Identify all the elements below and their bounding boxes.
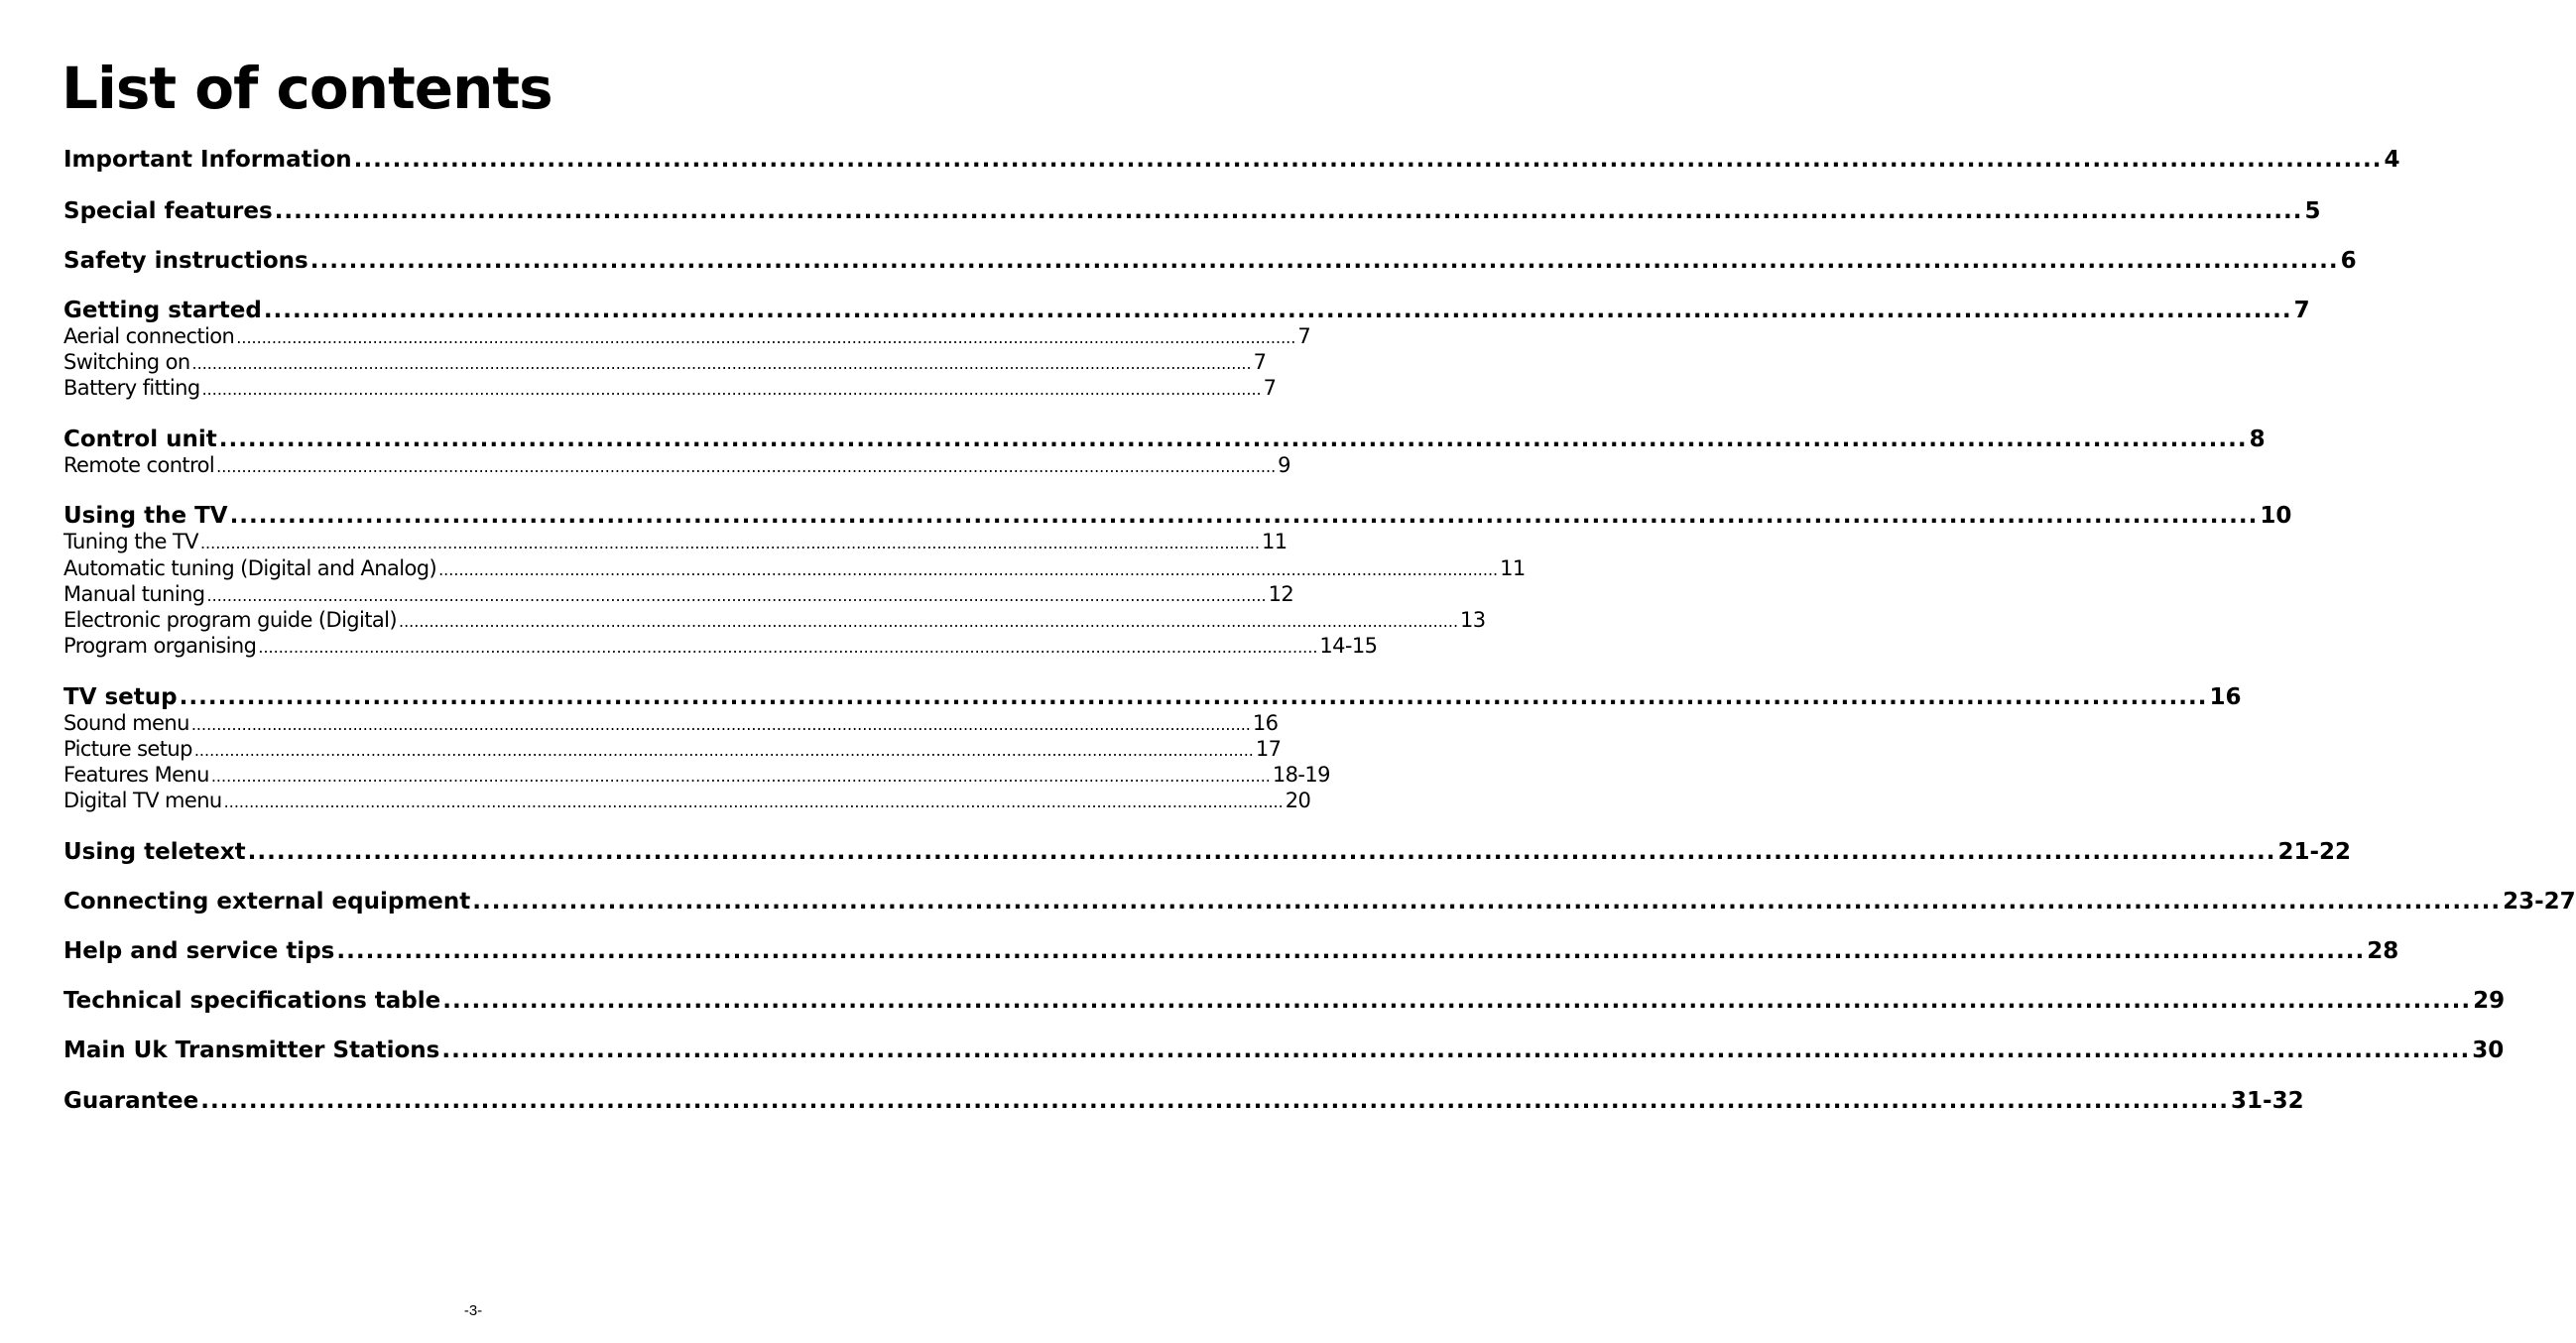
- toc-entry-label: TV setup: [63, 684, 178, 710]
- toc-entry-label: Using the TV: [63, 503, 228, 529]
- toc-subentry[interactable]: [63, 736, 1282, 762]
- toc-entry-page: 16: [1252, 711, 1279, 735]
- toc-entry-page: 9: [1278, 453, 1290, 477]
- toc-leader: ..................................................................................................................................................................................................................: [200, 1088, 2230, 1114]
- toc-entry-page: 21-22: [2277, 839, 2352, 865]
- toc-entry-label: Automatic tuning (Digital and Analog): [63, 556, 437, 580]
- toc-entry-label: Using teletext: [63, 839, 246, 865]
- toc-entry-page: 10: [2260, 503, 2292, 529]
- toc-entry-label: Connecting external equipment: [63, 889, 471, 915]
- toc-entry-label: Electronic program guide (Digital): [63, 608, 397, 632]
- toc-entry[interactable]: [63, 1087, 2304, 1115]
- toc-entry-page: 5: [2304, 198, 2321, 224]
- toc-entry[interactable]: [63, 146, 2400, 174]
- toc-leader: ..................................................................................................................................................................................................................: [438, 560, 1499, 579]
- toc-leader: ..................................................................................................................................................................................................................: [247, 839, 2276, 865]
- toc-leader: ..................................................................................................................................................................................................................: [229, 503, 2259, 529]
- toc-entry-page: 18-19: [1272, 763, 1330, 787]
- toc-entry[interactable]: [63, 197, 2321, 225]
- toc-entry-label: Help and service tips: [63, 938, 335, 964]
- toc-entry-label: Digital TV menu: [63, 789, 222, 812]
- toc-entry-label: Important Information: [63, 147, 352, 173]
- toc-entry-label: Special features: [63, 198, 273, 224]
- toc-subentry[interactable]: [63, 581, 1294, 607]
- toc-entry[interactable]: [63, 683, 2242, 711]
- toc-entry-page: 28: [2367, 938, 2399, 964]
- toc-entry-label: Features Menu: [63, 763, 209, 787]
- toc-subentry[interactable]: [63, 529, 1288, 554]
- toc-subentry[interactable]: [63, 710, 1279, 736]
- toc-entry[interactable]: [63, 888, 2576, 916]
- toc-entry-page: 7: [1297, 324, 1311, 348]
- toc-entry-label: Battery fitting: [63, 376, 200, 400]
- toc-entry-label: Manual tuning: [63, 582, 205, 606]
- toc-entry-page: 16: [2209, 684, 2242, 710]
- toc-leader: ..................................................................................................................................................................................................................: [442, 988, 2472, 1014]
- toc-subentry[interactable]: [63, 633, 1378, 659]
- toc-entry-label: Program organising: [63, 634, 257, 658]
- toc-leader: ..................................................................................................................................................................................................................: [201, 380, 1262, 399]
- toc-entry-page: 23-27: [2503, 889, 2576, 915]
- toc-entry-page: 29: [2473, 988, 2506, 1014]
- toc-subentry[interactable]: [63, 607, 1486, 633]
- toc-entry-label: Control unit: [63, 427, 217, 452]
- toc-entry-label: Guarantee: [63, 1088, 199, 1114]
- toc-entry-page: 7: [2293, 298, 2310, 323]
- toc-entry[interactable]: [63, 502, 2292, 530]
- toc-entry-page: 8: [2249, 427, 2266, 452]
- toc-entry-page: 6: [2340, 248, 2357, 274]
- toc-entry-label: Technical specifications table: [63, 988, 441, 1014]
- toc-leader: ..................................................................................................................................................................................................................: [336, 938, 2366, 964]
- toc-entry-label: Switching on: [63, 350, 190, 374]
- toc-leader: ..................................................................................................................................................................................................................: [193, 741, 1254, 760]
- toc-subentry[interactable]: [63, 762, 1330, 788]
- toc-leader: ..................................................................................................................................................................................................................: [353, 147, 2383, 173]
- toc-entry-label: Aerial connection: [63, 324, 235, 348]
- toc-entry-page: 4: [2384, 147, 2400, 173]
- toc-subentry[interactable]: [63, 788, 1311, 813]
- toc-entry[interactable]: [63, 247, 2357, 275]
- toc-entry-page: 13: [1460, 608, 1486, 632]
- toc-leader: ..................................................................................................................................................................................................................: [210, 767, 1271, 786]
- toc-entry-label: Tuning the TV: [63, 530, 198, 553]
- toc-entry[interactable]: [63, 937, 2399, 965]
- toc-entry-label: Remote control: [63, 453, 215, 477]
- toc-leader: ..................................................................................................................................................................................................................: [236, 328, 1296, 347]
- toc-entry-page: 20: [1285, 789, 1311, 812]
- toc-entry-page: 31-32: [2231, 1088, 2304, 1114]
- toc-entry[interactable]: [63, 987, 2506, 1015]
- toc-entry-page: 7: [1253, 350, 1267, 374]
- toc-entry-label: Picture setup: [63, 737, 192, 761]
- toc-leader: ..................................................................................................................................................................................................................: [179, 684, 2208, 710]
- toc-entry[interactable]: [63, 297, 2310, 324]
- toc-entry-label: Safety instructions: [63, 248, 308, 274]
- page-number: -3-: [463, 1302, 483, 1319]
- toc-leader: ..................................................................................................................................................................................................................: [263, 298, 2292, 323]
- toc-leader: ..................................................................................................................................................................................................................: [399, 612, 1459, 631]
- toc-subentry[interactable]: [63, 375, 1277, 401]
- toc-leader: ..................................................................................................................................................................................................................: [216, 457, 1277, 476]
- toc-entry-page: 11: [1500, 556, 1526, 580]
- toc-entry[interactable]: [63, 426, 2266, 453]
- toc-leader: ..................................................................................................................................................................................................................: [274, 198, 2303, 224]
- toc-leader: ..................................................................................................................................................................................................................: [206, 586, 1267, 605]
- toc-subentry[interactable]: [63, 555, 1526, 581]
- toc-entry-label: Sound menu: [63, 711, 189, 735]
- toc-leader: ..................................................................................................................................................................................................................: [309, 248, 2339, 274]
- toc-leader: ..................................................................................................................................................................................................................: [191, 354, 1252, 373]
- toc-subentry[interactable]: [63, 349, 1267, 375]
- toc-leader: ..................................................................................................................................................................................................................: [199, 534, 1260, 552]
- toc-leader: ..................................................................................................................................................................................................................: [258, 638, 1318, 657]
- toc-entry-page: 14-15: [1319, 634, 1378, 658]
- toc-entry-label: Getting started: [63, 298, 262, 323]
- toc-subentry[interactable]: [63, 323, 1311, 349]
- toc-leader: ..................................................................................................................................................................................................................: [190, 715, 1251, 734]
- toc-entry-page: 17: [1255, 737, 1282, 761]
- toc-leader: ..................................................................................................................................................................................................................: [223, 793, 1284, 811]
- toc-entry-page: 7: [1263, 376, 1277, 400]
- page-title: List of contents: [61, 55, 552, 122]
- toc-entry-page: 30: [2472, 1038, 2505, 1063]
- toc-leader: ..................................................................................................................................................................................................................: [218, 427, 2248, 452]
- toc-entry-label: Main Uk Transmitter Stations: [63, 1038, 440, 1063]
- toc-leader: ..................................................................................................................................................................................................................: [441, 1038, 2471, 1063]
- toc-entry-page: 12: [1268, 582, 1294, 606]
- toc-leader: ..................................................................................................................................................................................................................: [472, 889, 2502, 915]
- toc-subentry[interactable]: [63, 452, 1290, 478]
- toc-entry[interactable]: [63, 838, 2352, 866]
- toc-entry[interactable]: [63, 1037, 2505, 1064]
- toc-entry-page: 11: [1262, 530, 1288, 553]
